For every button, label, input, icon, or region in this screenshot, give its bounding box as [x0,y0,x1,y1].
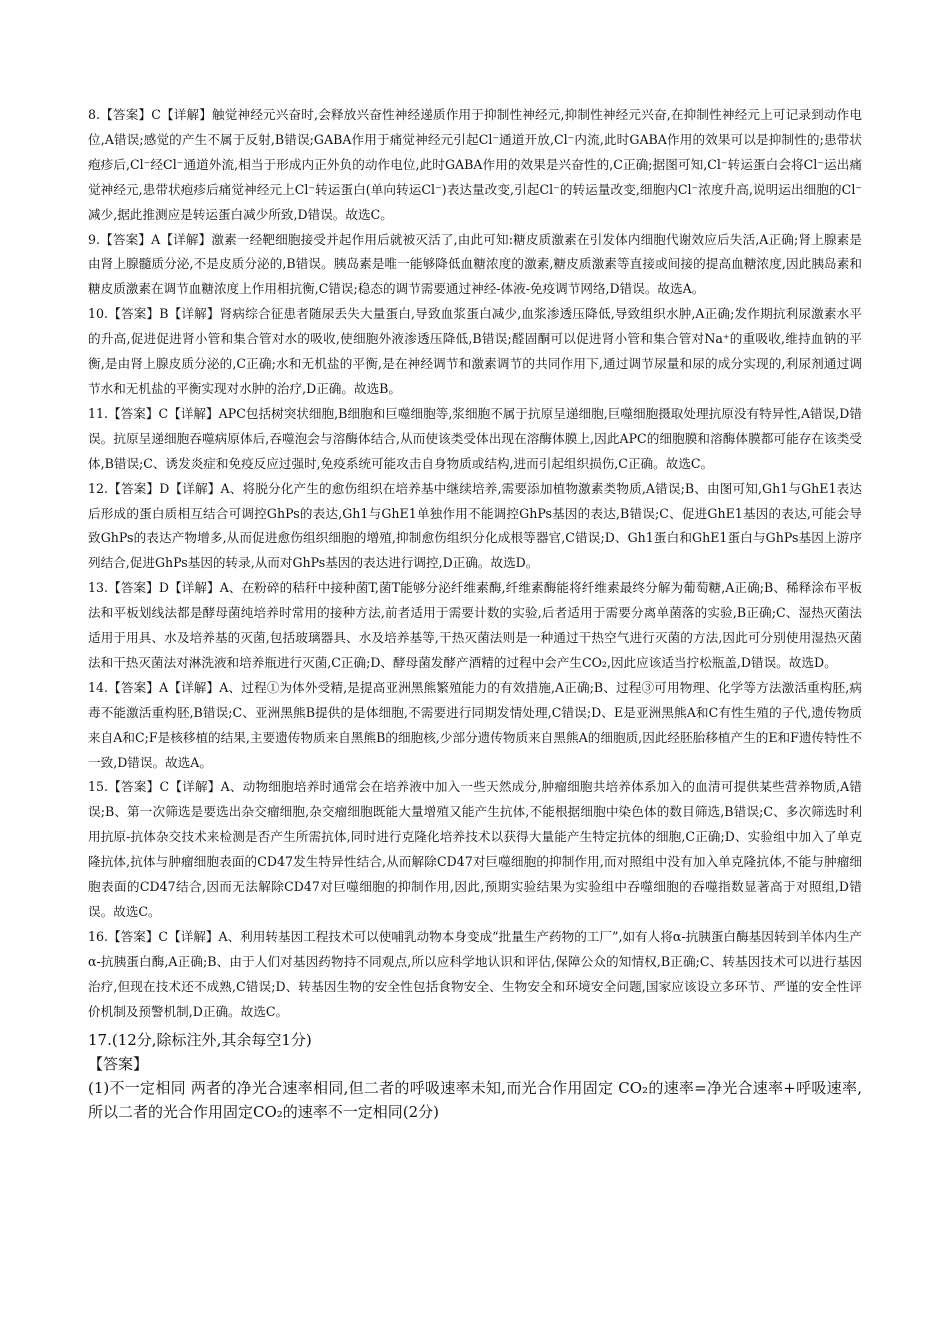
explanation-text: 肾病综合征患者随尿丢失大量蛋白,导致血浆蛋白减少,血浆渗透压降低,导致组织水肿,A正确;发作期抗利尿激素水平的升高,促进促进肾小管和集合管对水的吸收,使细胞外液渗透压降低,B错误;醛固酮可以促进肾小管和集合管对Na⁺的重吸收,维持血钠的平衡,是由肾上腺皮质分泌的,C正确;水和无机盐的平衡,是在神经调节和激素调节的共同作用下,通过调节尿量和尿的成分实现的,利尿剂通过调节水和无机盐的平衡实现对水肿的治疗,D正确。故选B。 [88,306,862,396]
answer-label: 【答案】B【详解】 [108,306,220,322]
item-number: 15. [88,779,109,795]
item-number: 12. [88,480,109,496]
answer-item-16 [88,925,862,1025]
answer-label: 【答案】A【详解】 [108,679,220,695]
answer-label: 【答案】D【详解】 [108,580,220,596]
answer-item-15 [88,775,862,924]
answer-label: 【答案】A【详解】 [100,231,212,247]
item-number: 8. [88,107,101,122]
question-17 [88,1028,862,1124]
answer-label: 【答案】C【详解】 [108,779,221,795]
answer-item-9 [88,228,862,303]
explanation-text: A、动物细胞培养时通常会在培养液中加入一些天然成分,肿瘤细胞共培养体系加入的血清可提供某些营养物质,A错误;B、第一次筛选是要选出杂交瘤细胞,杂交瘤细胞既能大量增殖又能产生抗体,不能根据细胞中染色体的数目筛选,B错误;C、多次筛选时利用抗原-抗体杂交技术来检测是否产生所需抗体,同时进行克隆化培养技术以获得大量能产生特定抗体的细胞,C正确;D、实验组中加入了单克隆抗体,抗体与肿瘤细胞表面的CD47发生特异性结合,从而解除CD47对巨噬细胞的抑制作用,而对照组中没有加入单克隆抗体,不能与肿瘤细胞表面的CD47结合,因而无法解除CD47对巨噬细胞的抑制作用,因此,预期实验结果为实验组中吞噬细胞的吞噬指数显著高于对照组,D错误。故选C。 [88,779,863,919]
question-17-title: 17.(12分,除标注外,其余每空1分) [88,1030,312,1049]
answer-item-10 [88,302,862,402]
question-17-part-1: (1)不一定相同 两者的净光合速率相同,但二者的呼吸速率未知,而光合作用固定 CO₂的速率=净光合速率+呼吸速率,所以二者的光合作用固定CO₂的速率不一定相同(2分) [88,1078,862,1121]
item-number: 16. [88,928,109,944]
answer-list [88,103,862,1025]
item-number: 14. [88,679,109,695]
item-number: 9. [88,231,101,247]
answer-label: 【答案】C【详解】 [100,107,213,122]
explanation-text: A、将脱分化产生的愈伤组织在培养基中继续培养,需要添加植物激素类物质,A错误;B、由图可知,Gh1与GhE1表达后形成的蛋白质相互结合可调控GhPs的表达,Gh1与GhE1单独作用不能调控GhPs基因的表达,B错误;C、促进GhE1基因的表达,可能会导致GhPs的表达产物增多,从而促进愈伤组织细胞的增殖,抑制愈伤组织分化成根等器官,C错误;D、Gh1蛋白和GhE1蛋白与GhPs基因上游序列结合,促进GhPs基因的转录,从而对GhPs基因的表达进行调控,D正确。故选D。 [88,480,862,571]
answer-item-13 [88,576,862,676]
item-number: 11. [88,405,109,421]
explanation-text: 激素一经靶细胞接受并起作用后就被灭活了,由此可知:糖皮质激素在引发体内细胞代谢效应后失活,A正确;肾上腺素是由肾上腺髓质分泌,不是皮质分泌的,B错误。胰岛素是唯一能够降低血糖浓度的激素,糖皮质激素等直接或间接的提高血糖浓度,因此胰岛素和糖皮质激素在调节血糖浓度上作用相抗衡,C错误;稳态的调节需要通过神经-体液-免疫调节网络,D错误。故选A。 [88,231,862,297]
explanation-text: A、在粉碎的秸秆中接种菌T,菌T能够分泌纤维素酶,纤维素酶能将纤维素最终分解为葡萄糖,A正确;B、稀释涂布平板法和平板划线法都是酵母菌纯培养时常用的接种方法,前者适用于需要计数的实验,后者适用于需要分离单菌落的实验,B正确;C、湿热灭菌法适用于用具、水及培养基的灭菌,包括玻璃器具、水及培养基等,干热灭菌法则是一种通过干热空气进行灭菌的方法,因此可分别使用湿热灭菌法和干热灭菌法对淋洗液和培养瓶进行灭菌,C正确;D、酵母菌发酵产酒精的过程中会产生CO₂,因此应该适当拧松瓶盖,D错误。故选D。 [88,580,862,670]
explanation-text: A、过程①为体外受精,是提高亚洲黑熊繁殖能力的有效措施,A正确;B、过程③可用物理、化学等方法激活重构胚,病毒不能激活重构胚,B错误;C、亚洲黑熊B提供的是体细胞,不需要进行同期发情处理,C错误;D、E是亚洲黑熊A和C有性生殖的子代,遗传物质来自A和C;F是核移植的结果,主要遗传物质来自黑熊B的细胞核,少部分遗传物质来自黑熊A的细胞质,因此经胚胎移植产生的E和F遗传特性不一致,D错误。故选A。 [88,679,862,770]
answer-item-11 [88,402,862,477]
answer-label: 【答案】C【详解】 [108,928,219,944]
explanation-text: 触觉神经元兴奋时,会释放兴奋性神经递质作用于抑制性神经元,抑制性神经元兴奋,在抑制性神经元上可记录到动作电位,A错误;感觉的产生不属于反射,B错误;GABA作用于痛觉神经元引起Cl⁻通道开放,Cl⁻内流,此时GABA作用的效果可以是抑制性的;患带状疱疹后,Cl⁻经Cl⁻通道外流,相当于形成内正外负的动作电位,此时GABA作用的效果是兴奋性的,C正确;据图可知,Cl⁻转运蛋白会将Cl⁻运出痛觉神经元,患带状疱疹后痛觉神经元上Cl⁻转运蛋白(单向转运Cl⁻)表达量改变,引起Cl⁻的转运量改变,细胞内Cl⁻浓度升高,说明运出细胞的Cl⁻减少,据此推测应是转运蛋白减少所致,D错误。故选C。 [88,107,862,222]
answer-item-12 [88,477,862,577]
answer-label: 【答案】C【详解】 [108,405,219,421]
answer-label: 【答案】D【详解】 [108,480,221,496]
answer-item-8 [88,103,862,228]
answer-item-14 [88,676,862,776]
item-number: 13. [88,580,109,596]
question-17-answer-label: 【答案】 [88,1054,149,1073]
explanation-text: A、利用转基因工程技术可以使哺乳动物本身变成“批量生产药物的工厂”,如有人将α-抗胰蛋白酶基因转到羊体内生产α-抗胰蛋白酶,A正确;B、由于人们对基因药物持不同观点,所以应科学地认识和评估,保障公众的知情权,B正确;C、转基因技术可以进行基因治疗,但现在技术还不成熟,C错误;D、转基因生物的安全性包括食物安全、生物安全和环境安全问题,国家应该设立多环节、严谨的安全性评价机制及预警机制,D正确。故选C。 [88,928,863,1019]
explanation-text: APC包括树突状细胞,B细胞和巨噬细胞等,浆细胞不属于抗原呈递细胞,巨噬细胞摄取处理抗原没有特异性,A错误,D错误。抗原呈递细胞吞噬病原体后,吞噬泡会与溶酶体结合,从而使该类受体出现在溶酶体膜上,因此APC的细胞膜和溶酶体膜都可能存在该类受体,B错误;C、诱发炎症和免疫反应过强时,免疫系统可能攻击自身物质或结构,进而引起组织损伤,C正确。故选C。 [88,405,863,471]
item-number: 10. [88,306,109,322]
